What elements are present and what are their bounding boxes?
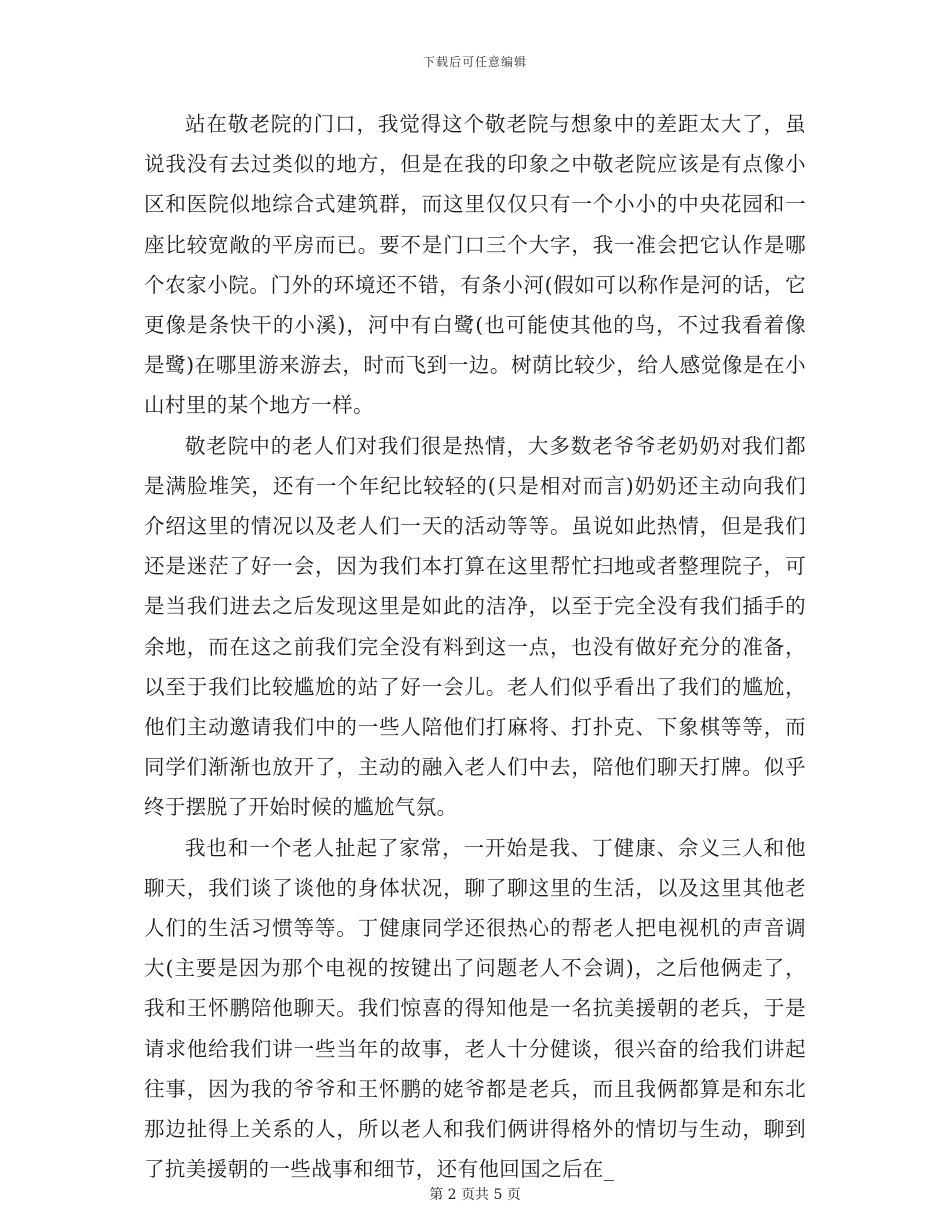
paragraph-2: 敬老院中的老人们对我们很是热情，大多数老爷爷老奶奶对我们都是满脸堆笑，还有一个年纪比较轻的(只是相对而言)奶奶还主动向我们介绍这里的情况以及老人们一天的活动等等。虽说如此热情，但是我们还是迷茫了好一会，因为我们本打算在这里帮忙扫地或者整理院子，可是当我们进去之后发现这里是如此的洁净，以至于完全没有我们插手的余地，而在这之前我们完全没有料到这一点，也没有做好充分的准备，以至于我们比较尴尬的站了好一会儿。老人们似乎看出了我们的尴尬，他们主动邀请我们中的一些人陪他们打麻将、打扑克、下象棋等等，而同学们渐渐也放开了，主动的融入老人们中去，陪他们聊天打牌。似乎终于摆脱了开始时候的尴尬气氛。 <box>144 433 806 820</box>
page-number-footer: 第 2 页共 5 页 <box>429 1187 521 1203</box>
page-header: 下载后可任意编辑 <box>422 55 527 69</box>
document-body <box>144 104 806 1189</box>
paragraph-3: 我也和一个老人扯起了家常，一开始是我、丁健康、佘义三人和他聊天，我们谈了谈他的身体状况，聊了聊这里的生活，以及这里其他老人们的生活习惯等等。丁健康同学还很热心的帮老人把电视机的声音调大(主要是因为那个电视的按键出了问题老人不会调)，之后他俩走了，我和王怀鹏陪他聊天。我们惊喜的得知他是一名抗美援朝的老兵，于是请求他给我们讲一些当年的故事，老人十分健谈，很兴奋的给我们讲起往事，因为我的爷爷和王怀鹏的姥爷都是老兵，而且我俩都算是和东北那边扯得上关系的人，所以老人和我们俩讲得格外的情切与生动，聊到了抗美援朝的一些战事和细节，还有他回国之后在_ <box>144 835 806 1182</box>
paragraph-1: 站在敬老院的门口，我觉得这个敬老院与想象中的差距太大了，虽说我没有去过类似的地方，但是在我的印象之中敬老院应该是有点像小区和医院似地综合式建筑群，而这里仅仅只有一个小小的中央花园和一座比较宽敞的平房而已。要不是门口三个大字，我一准会把它认作是哪个农家小院。门外的环境还不错，有条小河(假如可以称作是河的话，它更像是条快干的小溪)，河中有白鹭(也可能使其他的鸟，不过我看着像是鹭)在哪里游来游去，时而飞到一边。树荫比较少，给人感觉像是在小山村里的某个地方一样。 <box>144 112 806 418</box>
